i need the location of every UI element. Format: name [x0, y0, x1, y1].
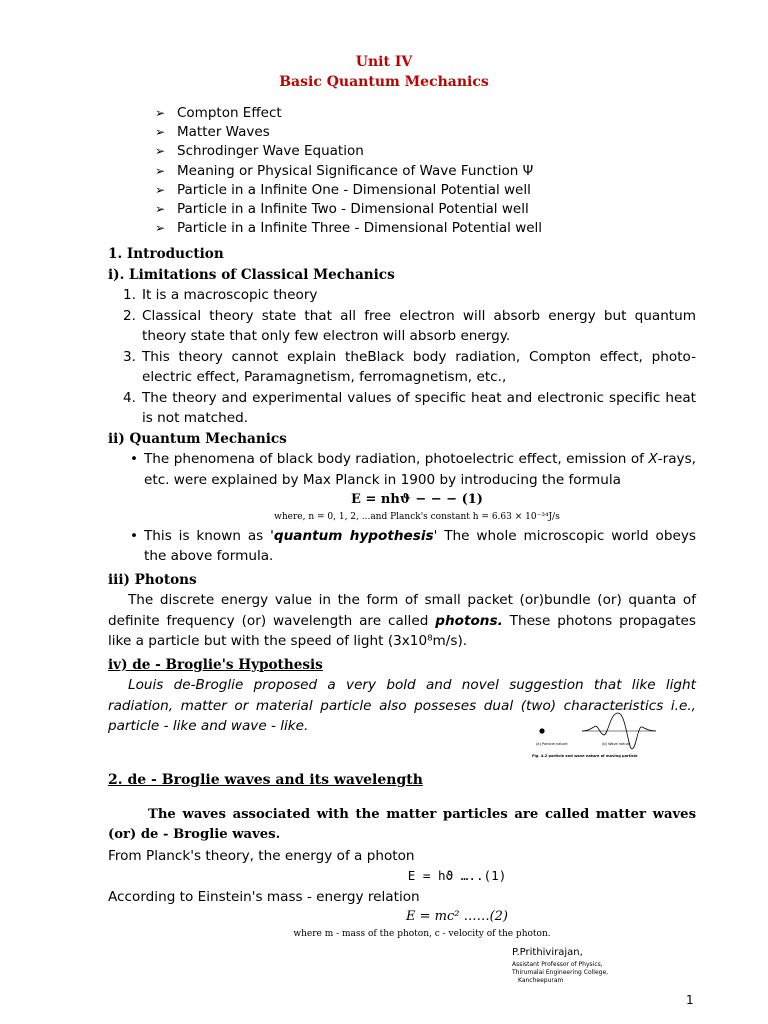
- topic-label: Compton Effect: [177, 105, 282, 121]
- equation-2-note: where m - mass of the photon, c - velocity of the photon.: [293, 928, 551, 939]
- particle-wave-figure: [532, 705, 680, 763]
- planck-formula-note: where, n = 0, 1, 2, ...and Planck's constant h = 6.63 × 10⁻³⁴J/s: [274, 511, 560, 522]
- list-item: [116, 285, 696, 306]
- broglie-paragraph: Louis de-Broglie proposed a very bold and novel suggestion that like light radiation, matter or material particle also posseses dual (two) characteristics i.e., particle - like and wave - like.: [108, 677, 696, 734]
- topic-label: Particle in a Infinite Two - Dimensional Potential well: [177, 201, 529, 218]
- photons-text: The discrete energy value in the form of small packet (or)bundle (or) quanta of definite frequency (or) wavelength are called: [108, 592, 696, 629]
- topic-item: [155, 123, 542, 142]
- topic-label: Schrodinger Wave Equation: [177, 143, 364, 160]
- list-item: [108, 449, 696, 490]
- topics-list: [155, 104, 542, 238]
- qm-bullets: [108, 449, 696, 490]
- item-text: The theory and experimental values of specific heat and electronic specific heat is not matched.: [142, 389, 696, 426]
- einstein-line: According to Einstein's mass - energy relation: [108, 888, 420, 905]
- topic-label: Particle in a Infinite One - Dimensional Potential well: [177, 181, 531, 198]
- topic-item: [155, 104, 542, 123]
- limitations-list: [116, 285, 696, 429]
- photons-term: photons.: [435, 612, 503, 629]
- item-text: It is a macroscopic theory: [142, 287, 318, 303]
- qm-text: ' The whole microscopic world obeys the above formula.: [144, 527, 696, 564]
- author-role: Assistant Professor of Physics,: [512, 961, 603, 968]
- figure-label-a: (a) Particle nature: [536, 742, 568, 746]
- photons-paragraph: [108, 590, 696, 652]
- item-text: This theory cannot explain theBlack body radiation, Compton effect, photo-electric effect, Paramagnetism, ferromagnetism, etc.,: [142, 348, 696, 385]
- bullet-icon: •: [129, 451, 138, 467]
- topic-item: [155, 162, 542, 181]
- author-college: Thirumalai Engineering College,: [512, 969, 609, 976]
- qm-bullets-2: [108, 526, 696, 567]
- author-signature: [512, 948, 608, 985]
- quantum-mechanics-heading: ii) Quantum Mechanics: [108, 430, 287, 447]
- topic-item: [155, 142, 542, 161]
- list-item: [108, 526, 696, 567]
- topic-label: Matter Waves: [177, 124, 270, 141]
- unit-number: Unit IV: [355, 54, 413, 70]
- qm-text: This is known as ': [144, 527, 274, 544]
- figure-label-b: (b) Wave nature: [602, 742, 631, 746]
- author-name: P.Prithivirajan,: [512, 947, 583, 958]
- page-number: 1: [686, 993, 694, 1007]
- equation-2: E = mc² ……(2): [405, 909, 508, 924]
- broglie-heading: iv) de - Broglie's Hypothesis: [108, 656, 323, 673]
- arrow-bullet-icon: ➢: [155, 106, 166, 120]
- topic-label: Meaning or Physical Significance of Wave Function Ψ: [177, 162, 534, 179]
- list-item: [116, 388, 696, 429]
- x-italic: X: [648, 451, 658, 467]
- planck-line: From Planck's theory, the energy of a photon: [108, 847, 415, 864]
- limitations-heading: i). Limitations of Classical Mechanics: [108, 266, 395, 283]
- author-place: Kancheepuram: [518, 977, 564, 984]
- item-number: 1.: [123, 287, 136, 303]
- unit-title: Basic Quantum Mechanics: [279, 74, 489, 90]
- photons-text: These photons propagates like a particle but with the speed of light (3x10⁸m/s).: [108, 612, 696, 649]
- topic-item: [155, 181, 542, 200]
- bullet-icon: •: [129, 527, 138, 544]
- introduction-heading: 1. Introduction: [108, 246, 224, 262]
- item-text: Classical theory state that all free electron will absorb energy but quantum theory state that only few electron will absorb energy.: [142, 307, 696, 344]
- introduction-section: [108, 244, 696, 737]
- list-item: [116, 347, 696, 388]
- list-item: [116, 306, 696, 347]
- matter-waves-definition: The waves associated with the matter particles are called matter waves (or) de - Broglie waves.: [108, 806, 696, 842]
- particle-dot: [539, 728, 544, 733]
- photons-heading: iii) Photons: [108, 571, 197, 588]
- arrow-bullet-icon: ➢: [155, 221, 166, 236]
- item-number: 2.: [123, 307, 136, 324]
- item-number: 3.: [123, 348, 136, 365]
- arrow-bullet-icon: ➢: [155, 125, 166, 140]
- section-2: [108, 770, 696, 940]
- topic-item: [155, 219, 542, 238]
- arrow-bullet-icon: ➢: [155, 144, 166, 159]
- arrow-bullet-icon: ➢: [155, 163, 166, 178]
- arrow-bullet-icon: ➢: [155, 182, 166, 197]
- unit-heading: [0, 52, 768, 92]
- qm-text: -rays, etc. were explained by Max Planck in 1900 by introducing the formula: [144, 451, 696, 488]
- equation-1: E = hϑ …..(1): [407, 868, 507, 883]
- qm-text: The phenomena of black body radiation, photoelectric effect, emission of: [144, 451, 649, 467]
- arrow-bullet-icon: ➢: [155, 202, 166, 217]
- figure-caption: Fig. 4.2 particle and wave nature of moving particle: [532, 754, 638, 758]
- topic-label: Particle in a Infinite Three - Dimensional Potential well: [177, 220, 543, 237]
- planck-formula: E = nhϑ − − − (1): [351, 492, 483, 507]
- quantum-hypothesis-term: quantum hypothesis: [273, 527, 434, 544]
- section-2-heading: 2. de - Broglie waves and its wavelength: [108, 772, 423, 788]
- topic-item: [155, 200, 542, 219]
- item-number: 4.: [123, 389, 136, 406]
